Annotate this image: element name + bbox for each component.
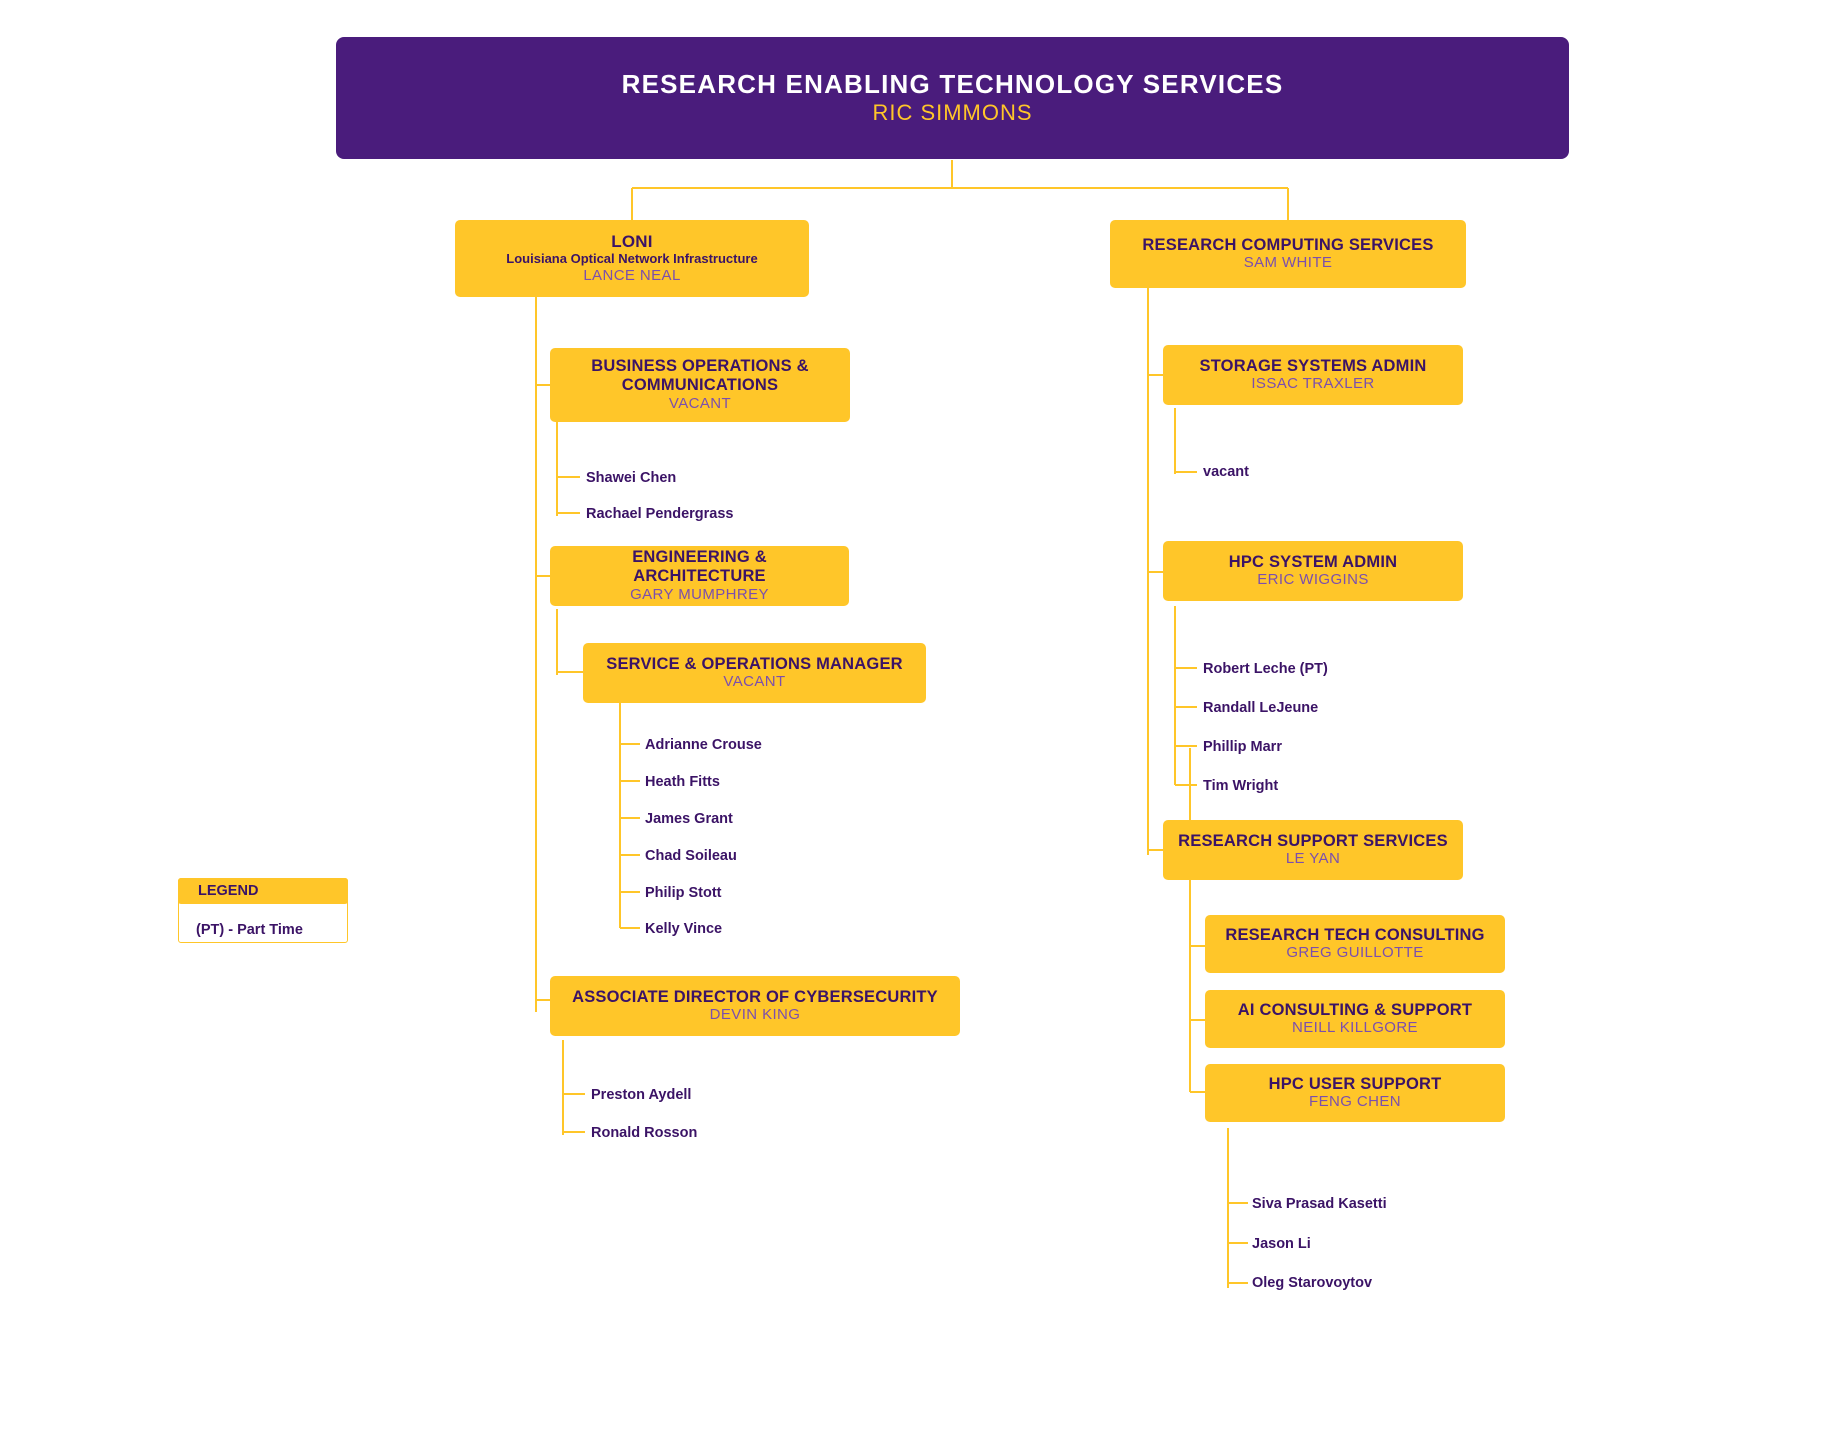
staff-member: Preston Aydell	[591, 1087, 692, 1103]
node-person: DEVIN KING	[709, 1006, 801, 1024]
node-business-operations-communications[interactable]	[550, 348, 850, 422]
node-person: FENG CHEN	[1309, 1093, 1401, 1111]
node-person: LANCE NEAL	[583, 267, 681, 285]
node-subtitle: Louisiana Optical Network Infrastructure	[506, 251, 758, 267]
node-research-computing-services[interactable]	[1110, 220, 1466, 288]
node-title: HPC USER SUPPORT	[1268, 1074, 1442, 1093]
staff-member: Kelly Vince	[645, 921, 723, 937]
node-research-support-services[interactable]	[1163, 820, 1463, 880]
staff-member: James Grant	[645, 811, 733, 827]
node-hpc-user-support[interactable]	[1205, 1064, 1505, 1122]
staff-member: Jason Li	[1252, 1236, 1311, 1252]
node-title: RESEARCH SUPPORT SERVICES	[1178, 831, 1448, 850]
staff-member: Tim Wright	[1203, 778, 1279, 794]
staff-member: Chad Soileau	[645, 848, 737, 864]
staff-member: Phillip Marr	[1203, 739, 1282, 755]
staff-member: Rachael Pendergrass	[586, 506, 734, 522]
node-storage-systems-admin[interactable]	[1163, 345, 1463, 405]
node-associate-director-cybersecurity[interactable]	[550, 976, 960, 1036]
node-person: NEILL KILLGORE	[1292, 1019, 1418, 1037]
node-title: SERVICE & OPERATIONS MANAGER	[606, 654, 903, 673]
node-person: LE YAN	[1285, 850, 1341, 868]
node-research-tech-consulting[interactable]	[1205, 915, 1505, 973]
staff-member: vacant	[1203, 464, 1249, 480]
staff-member: Ronald Rosson	[591, 1125, 698, 1141]
staff-member: Oleg Starovoytov	[1252, 1275, 1373, 1291]
staff-member: Shawei Chen	[586, 470, 677, 486]
node-person: ERIC WIGGINS	[1257, 571, 1369, 589]
node-title: BUSINESS OPERATIONS & COMMUNICATIONS	[591, 357, 809, 394]
node-research-enabling-technology-services[interactable]	[336, 37, 1569, 159]
node-person: ISSAC TRAXLER	[1251, 375, 1375, 393]
staff-member: Philip Stott	[645, 885, 722, 901]
node-hpc-system-admin[interactable]	[1163, 541, 1463, 601]
node-title: ENGINEERING & ARCHITECTURE	[632, 548, 767, 585]
node-title: HPC SYSTEM ADMIN	[1228, 552, 1398, 571]
staff-member: Robert Leche (PT)	[1203, 661, 1328, 677]
legend-entry-part-time: (PT) - Part Time	[196, 922, 303, 938]
staff-member: Adrianne Crouse	[645, 737, 762, 753]
node-title: STORAGE SYSTEMS ADMIN	[1199, 356, 1427, 375]
legend-heading	[178, 878, 348, 904]
node-title: RESEARCH ENABLING TECHNOLOGY SERVICES	[621, 68, 1284, 99]
node-person: VACANT	[723, 673, 786, 691]
node-person: SAM WHITE	[1243, 254, 1333, 272]
node-person: RIC SIMMONS	[872, 99, 1033, 125]
staff-member: Heath Fitts	[645, 774, 720, 790]
node-loni[interactable]	[455, 220, 809, 297]
legend-heading-label: LEGEND	[198, 883, 259, 899]
node-title: ASSOCIATE DIRECTOR OF CYBERSECURITY	[572, 987, 938, 1006]
node-person: GARY MUMPHREY	[630, 585, 769, 603]
node-title: LONI	[611, 231, 653, 251]
node-ai-consulting-support[interactable]	[1205, 990, 1505, 1048]
node-title: AI CONSULTING & SUPPORT	[1237, 1000, 1473, 1019]
node-title: RESEARCH COMPUTING SERVICES	[1142, 235, 1434, 254]
node-person: GREG GUILLOTTE	[1286, 944, 1424, 962]
staff-member: Siva Prasad Kasetti	[1252, 1196, 1387, 1212]
node-service-operations-manager[interactable]	[583, 643, 926, 703]
node-person: VACANT	[668, 394, 732, 412]
staff-member: Randall LeJeune	[1203, 700, 1319, 716]
node-title: RESEARCH TECH CONSULTING	[1225, 925, 1485, 944]
node-engineering-architecture[interactable]	[550, 546, 849, 606]
